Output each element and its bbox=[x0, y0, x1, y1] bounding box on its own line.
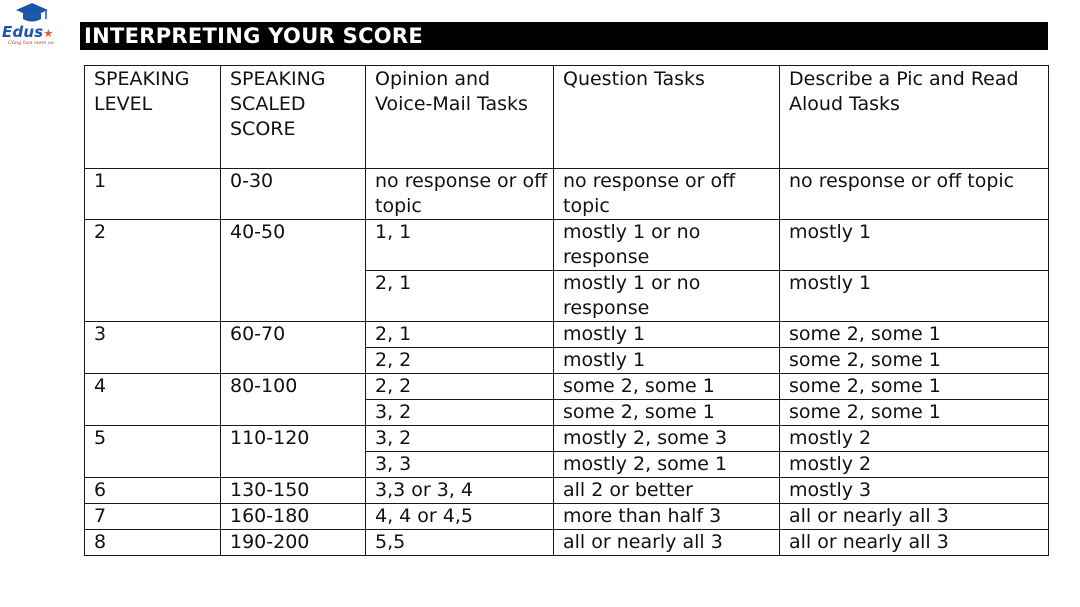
describe-cell: some 2, some 1 bbox=[780, 374, 1049, 400]
column-header: SPEAKING SCALED SCORE bbox=[221, 66, 366, 169]
describe-cell: some 2, some 1 bbox=[780, 348, 1049, 374]
score-table bbox=[84, 65, 1049, 556]
score-cell: 60-70 bbox=[221, 322, 366, 374]
score-cell: 110-120 bbox=[221, 426, 366, 478]
question-cell: mostly 2, some 1 bbox=[554, 452, 780, 478]
table-row bbox=[85, 530, 1049, 556]
score-cell: 80-100 bbox=[221, 374, 366, 426]
table-row bbox=[85, 478, 1049, 504]
describe-cell: mostly 1 bbox=[780, 271, 1049, 322]
edus-logo bbox=[2, 2, 64, 48]
opinion-cell: 3, 2 bbox=[366, 426, 554, 452]
describe-cell: no response or off topic bbox=[780, 169, 1049, 220]
describe-cell: all or nearly all 3 bbox=[780, 504, 1049, 530]
opinion-cell: 4, 4 or 4,5 bbox=[366, 504, 554, 530]
table-row bbox=[85, 504, 1049, 530]
level-cell: 6 bbox=[85, 478, 221, 504]
describe-cell: mostly 2 bbox=[780, 452, 1049, 478]
level-cell: 7 bbox=[85, 504, 221, 530]
describe-cell: some 2, some 1 bbox=[780, 400, 1049, 426]
opinion-cell: 3, 3 bbox=[366, 452, 554, 478]
table-header-row bbox=[85, 66, 1049, 169]
describe-cell: mostly 3 bbox=[780, 478, 1049, 504]
question-cell: some 2, some 1 bbox=[554, 374, 780, 400]
describe-cell: mostly 2 bbox=[780, 426, 1049, 452]
logo-brand-text: Edus★ bbox=[2, 23, 54, 41]
score-cell: 130-150 bbox=[221, 478, 366, 504]
column-header: SPEAKING LEVEL bbox=[85, 66, 221, 169]
level-cell: 4 bbox=[85, 374, 221, 426]
column-header: Opinion and Voice-Mail Tasks bbox=[366, 66, 554, 169]
question-cell: mostly 1 or no response bbox=[554, 271, 780, 322]
table-row bbox=[85, 322, 1049, 348]
score-cell: 160-180 bbox=[221, 504, 366, 530]
describe-cell: some 2, some 1 bbox=[780, 322, 1049, 348]
question-cell: more than half 3 bbox=[554, 504, 780, 530]
column-header: Describe a Pic and Read Aloud Tasks bbox=[780, 66, 1049, 169]
level-cell: 8 bbox=[85, 530, 221, 556]
question-cell: no response or off topic bbox=[554, 169, 780, 220]
table-row bbox=[85, 374, 1049, 400]
opinion-cell: no response or off topic bbox=[366, 169, 554, 220]
opinion-cell: 3, 2 bbox=[366, 400, 554, 426]
opinion-cell: 1, 1 bbox=[366, 220, 554, 271]
question-cell: mostly 1 or no response bbox=[554, 220, 780, 271]
question-cell: all 2 or better bbox=[554, 478, 780, 504]
question-cell: mostly 2, some 3 bbox=[554, 426, 780, 452]
question-cell: some 2, some 1 bbox=[554, 400, 780, 426]
page-title: INTERPRETING YOUR SCORE bbox=[80, 22, 1048, 50]
level-cell: 1 bbox=[85, 169, 221, 220]
question-cell: mostly 1 bbox=[554, 348, 780, 374]
opinion-cell: 2, 1 bbox=[366, 322, 554, 348]
star-icon: ★ bbox=[43, 27, 54, 40]
score-cell: 190-200 bbox=[221, 530, 366, 556]
level-cell: 2 bbox=[85, 220, 221, 322]
logo-tagline: Cùng bạn vươn xa bbox=[8, 40, 54, 46]
describe-cell: mostly 1 bbox=[780, 220, 1049, 271]
opinion-cell: 3,3 or 3, 4 bbox=[366, 478, 554, 504]
opinion-cell: 2, 1 bbox=[366, 271, 554, 322]
column-header: Question Tasks bbox=[554, 66, 780, 169]
opinion-cell: 2, 2 bbox=[366, 348, 554, 374]
question-cell: all or nearly all 3 bbox=[554, 530, 780, 556]
score-cell: 40-50 bbox=[221, 220, 366, 322]
question-cell: mostly 1 bbox=[554, 322, 780, 348]
opinion-cell: 2, 2 bbox=[366, 374, 554, 400]
level-cell: 3 bbox=[85, 322, 221, 374]
describe-cell: all or nearly all 3 bbox=[780, 530, 1049, 556]
table-row bbox=[85, 169, 1049, 220]
opinion-cell: 5,5 bbox=[366, 530, 554, 556]
level-cell: 5 bbox=[85, 426, 221, 478]
score-cell: 0-30 bbox=[221, 169, 366, 220]
table-row bbox=[85, 220, 1049, 271]
table-row bbox=[85, 426, 1049, 452]
